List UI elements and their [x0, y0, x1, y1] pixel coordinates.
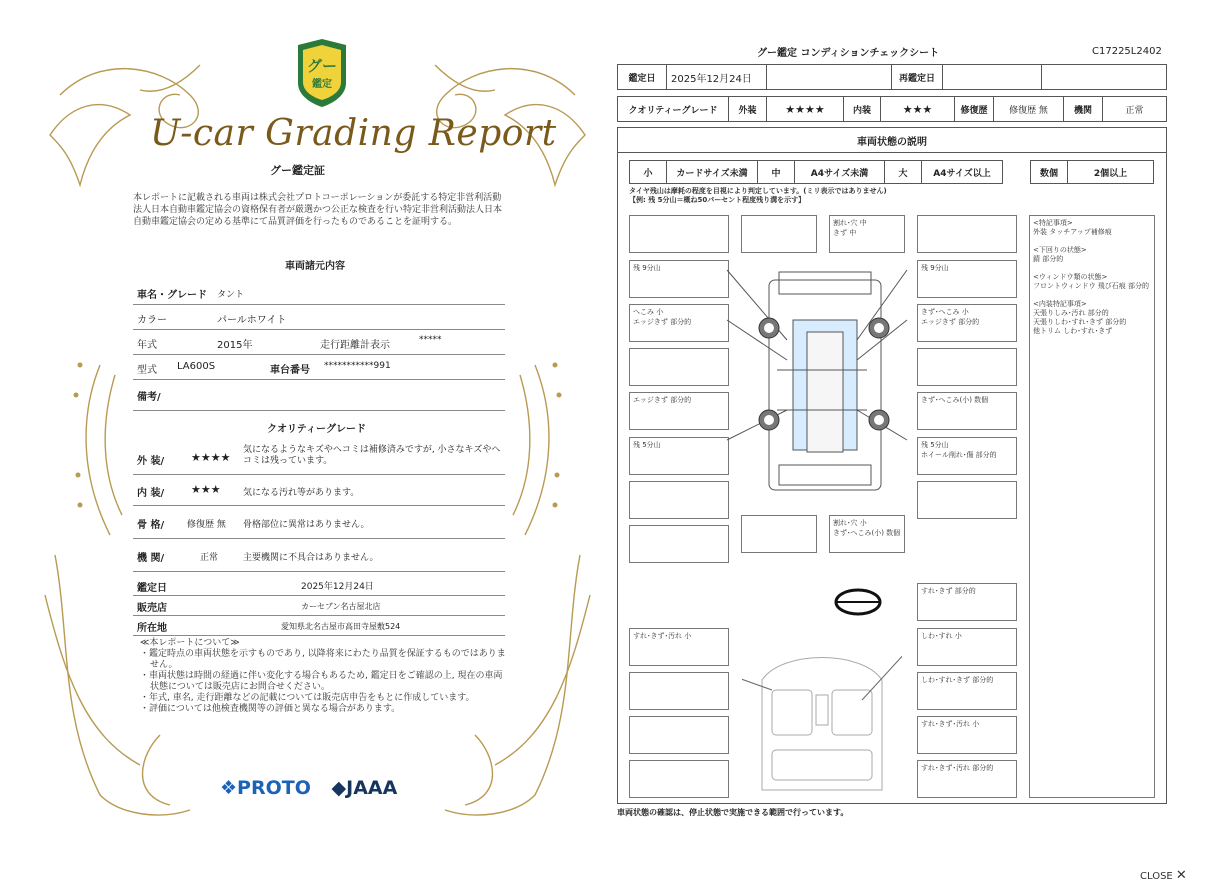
exterior-label: 外装 [728, 96, 767, 122]
grade-row-engine: 機 関/ 正常 主要機関に不具合はありません。 [133, 539, 505, 572]
report-notes: ≪本レポートについて≫ ・鑑定時点の車両状態を示すものであり, 以降将来にわたり品質を保証するものではありません。 ・車両状態は時間の経過に伴い変化する場合もあるため, 鑑定日をご確認の上, 現在の車両状態については販売店にお問合せください。 ・年式, 車名, 走行距離などの記載については販売店申告をもとに作成しています。 ・評価については他検査機関等の評価と異なる場合があります。 [140, 638, 506, 714]
ext-box-left-4: エッジきず 部分的 [629, 392, 729, 430]
ext-box-bottom-center: 割れ･穴 小 きず･へこみ(小) 数個 [829, 515, 905, 553]
spec-row-year: 年式 2015年 走行距離計表示 ***** [133, 330, 505, 355]
grade-row-interior: 内 装/ ★★★ 気になる汚れ等があります。 [133, 475, 505, 506]
ext-box-left-5: 残 5分山 [629, 437, 729, 475]
goo-badge-icon [294, 39, 350, 107]
ext-box-right-6 [917, 481, 1017, 519]
certificate-intro: 本レポートに記載される車両は株式会社プロトコーポレーションが委託する特定非営利活動法人日本自動車鑑定協会の資格保有者が厳選かつ公正な検査を行い特定非営利活動法人日本自動車鑑定協会の定める基準にて品質評価を行ったものであることを証明する。 [133, 193, 503, 227]
spec-row-color: カラー パールホワイト [133, 305, 505, 330]
grade-row-frame: 骨 格/ 修復歴 無 骨格部位に異常はありません。 [133, 506, 505, 539]
quality-label: クオリティーグレード [617, 96, 729, 122]
tire-note-1: タイヤ残山は摩耗の程度を目視により判定しています。(ミリ表示ではありません) [629, 187, 887, 195]
ext-box-top-center: 割れ･穴 中 きず 中 [829, 215, 905, 253]
partner-logos [220, 777, 397, 799]
legend-mid: 中 [757, 160, 795, 184]
reinspect-label: 再鑑定日 [891, 64, 943, 90]
int-box-right-1: すれ･きず 部分的 [917, 583, 1017, 621]
ext-box-right-4: きず･へこみ(小) 数個 [917, 392, 1017, 430]
legend-large: 大 [884, 160, 922, 184]
grading-certificate [40, 35, 595, 825]
ext-box-right-2: きず･へこみ 小 エッジきず 部分的 [917, 304, 1017, 342]
legend-small-desc: カードサイズ未満 [666, 160, 758, 184]
date-value: 2025年12月24日 [666, 64, 767, 90]
repair-value: 修復歴 無 [993, 96, 1064, 122]
svg-text:グー: グー [306, 57, 338, 75]
spec-heading: 車両諸元内容 [285, 261, 345, 272]
sheet-code: C17225L2402 [1092, 46, 1162, 57]
ext-box-left-6 [629, 481, 729, 519]
int-box-right-4: すれ･きず･汚れ 小 [917, 716, 1017, 754]
condition-heading: 車両状態の説明 [617, 127, 1167, 153]
exterior-value: ★★★★ [766, 96, 844, 122]
legend-mid-desc: A4サイズ未満 [794, 160, 885, 184]
ext-box-right-3 [917, 348, 1017, 386]
legend-small: 小 [629, 160, 667, 184]
spec-row-remarks: 備考/ [133, 380, 505, 411]
condition-check-sheet [617, 40, 1167, 825]
legend-count-desc: 2個以上 [1067, 160, 1154, 184]
ext-box-left-7 [629, 525, 729, 563]
svg-text:鑑定: 鑑定 [312, 79, 332, 90]
reinspect-value [942, 64, 1042, 90]
interior-label: 内装 [843, 96, 881, 122]
spec-row-model: 型式 LA600S 車台番号 ***********991 [133, 355, 505, 380]
int-box-right-3: しわ･すれ･きず 部分的 [917, 672, 1017, 710]
info-row-address: 所在地 愛知県北名古屋市高田寺屋敷524 [133, 616, 505, 636]
ext-box-right-0 [917, 215, 1017, 253]
report-title: U-car Grading Report [150, 113, 557, 154]
jaaa-logo: ◆JAAA [331, 777, 398, 799]
int-box-right-5: すれ･きず･汚れ 部分的 [917, 760, 1017, 798]
spec-row-name: 車名・グレード タント [133, 280, 505, 305]
int-box-left-3 [629, 716, 729, 754]
steering-wheel-icon [833, 587, 883, 617]
sheet-footer: 車両状態の確認は、停止状態で実施できる範囲で行っています。 [617, 808, 849, 817]
engine-label: 機関 [1063, 96, 1103, 122]
int-box-right-2: しわ･すれ 小 [917, 628, 1017, 666]
info-row-date: 鑑定日 2025年12月24日 [133, 575, 505, 596]
ext-box-right-5: 残 5分山 ホイール削れ･傷 部分的 [917, 437, 1017, 475]
reinspect-blank [1041, 64, 1167, 90]
legend-count: 数個 [1030, 160, 1068, 184]
int-box-left-2 [629, 672, 729, 710]
car-top-view-diagram [717, 260, 917, 500]
int-box-left-4 [629, 760, 729, 798]
certificate-subtitle: グー鑑定証 [270, 164, 325, 177]
int-box-left-1: すれ･きず･汚れ 小 [629, 628, 729, 666]
legend-large-desc: A4サイズ以上 [921, 160, 1003, 184]
ext-box-left-1: 残 9分山 [629, 260, 729, 298]
ext-box-top-left [741, 215, 817, 253]
grade-row-exterior: 外 装/ ★★★★ 気になるようなキズやヘコミは補修済みですが, 小さなキズやヘコミは残っています。 [133, 442, 505, 475]
sheet-title: グー鑑定 コンディションチェックシート [757, 48, 940, 59]
date-label: 鑑定日 [617, 64, 667, 90]
tire-note-2: 【例: 残 5分山＝概ね50パーセント程度残り溝を示す】 [629, 196, 806, 204]
ext-box-left-2: へこみ 小 エッジきず 部分的 [629, 304, 729, 342]
ext-box-right-1: 残 9分山 [917, 260, 1017, 298]
special-notes: <特記事項> 外装 タッチアップ補修痕 <下回りの状態> 錆 部分的 <ウィンドウ類の状態> フロントウィンドウ 飛び石痕 部分的 <内装特記事項> 天張りしみ･汚れ 部分的 天張りしわ･すれ･きず 部分的 他トリム しわ･すれ･きず [1029, 215, 1155, 798]
close-icon: ✕ [1175, 868, 1187, 883]
close-button[interactable]: CLOSE ✕ [1140, 868, 1187, 883]
ext-box-bottom-left [741, 515, 817, 553]
repair-label: 修復歴 [954, 96, 994, 122]
info-row-shop: 販売店 カーセブン名古屋北店 [133, 596, 505, 616]
date-blank [766, 64, 892, 90]
ext-box-left-3 [629, 348, 729, 386]
proto-logo: ❖PROTO [220, 777, 311, 799]
interior-value: ★★★ [880, 96, 955, 122]
car-interior-diagram [742, 640, 902, 800]
engine-value: 正常 [1102, 96, 1167, 122]
ext-box-left-0 [629, 215, 729, 253]
grade-heading: クオリティーグレード [267, 424, 366, 435]
